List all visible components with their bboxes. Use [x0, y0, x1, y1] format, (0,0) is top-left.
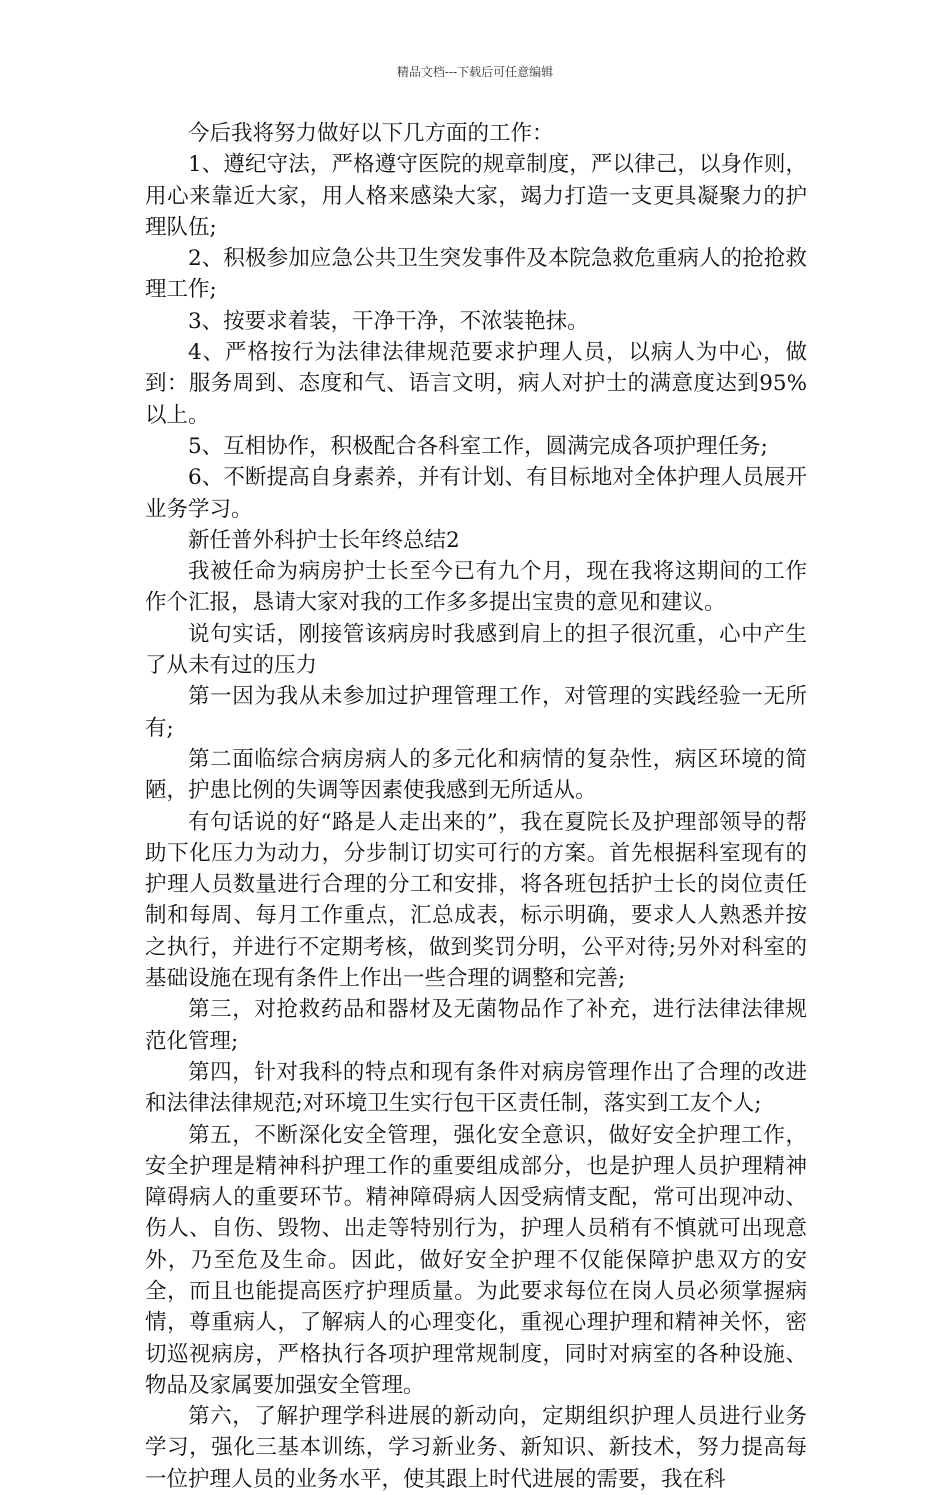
paragraph-item-5: 5、互相协作，积极配合各科室工作，圆满完成各项护理任务;	[188, 433, 768, 459]
paragraph-intro: 今后我将努力做好以下几方面的工作：	[188, 121, 554, 146]
paragraph: 第五，不断深化安全管理，强化安全意识，做好安全护理工作，安全护理是精神科护理工作的重要组成部分，也是护理人员护理精神障碍病人的重要环节。精神障碍病人因受病情支配，常可出现冲动、伤人、自伤、毁物、出走等特别行为，护理人员稍有不慎就可出现意外，乃至危及生命。因此，做好安全护理不仅能保障护患双方的安全，而且也能提高医疗护理质量。为此要求每位在岗人员必须掌握病情，尊重病人，了解病人的心理变化，重视心理护理和精神关怀，密切巡视病房，严格执行各项护理常规制度，同时对病室的各种设施、物品及家属要加强安全管理。	[145, 1122, 807, 1398]
paragraph: 第三，对抢救药品和器材及无菌物品作了补充，进行法律法律规范化管理;	[145, 997, 807, 1054]
paragraph: 第二面临综合病房病人的多元化和病情的复杂性，病区环境的简陋，护患比例的失调等因素使我感到无所适从。	[145, 746, 807, 804]
document-body	[145, 118, 807, 1495]
paragraph-item-6: 6、不断提高自身素养，并有计划、有目标地对全体护理人员展开业务学习。	[145, 465, 807, 522]
page-header: 精品文档---下载后可任意编辑	[396, 65, 554, 79]
paragraph: 我被任命为病房护士长至今已有九个月，现在我将这期间的工作作个汇报，恳请大家对我的工作多多提出宝贵的意见和建议。	[145, 559, 807, 616]
paragraph-item-4: 4、严格按行为法律法律规范要求护理人员，以病人为中心，做到：服务周到、态度和气、语言文明，病人对护士的满意度达到95%以上。	[145, 340, 807, 428]
paragraph-item-2: 2、积极参加应急公共卫生突发事件及本院急救危重病人的抢抢救理工作;	[145, 246, 807, 303]
paragraph: 有句话说的好“路是人走出来的”，我在夏院长及护理部领导的帮助下化压力为动力，分步制订切实可行的方案。首先根据科室现有的护理人员数量进行合理的分工和安排，将各班包括护士长的岗位责任制和每周、每月工作重点，汇总成表，标示明确，要求人人熟悉并按之执行，并进行不定期考核，做到奖罚分明，公平对待;另外对科室的基础设施在现有条件上作出一些合理的调整和完善;	[145, 809, 807, 992]
paragraph: 第四，针对我科的特点和现有条件对病房管理作出了合理的改进和法律法律规范;对环境卫生实行包干区责任制，落实到工友个人;	[145, 1059, 807, 1117]
paragraph-item-3: 3、按要求着装，干净干净，不浓装艳抹。	[188, 308, 589, 334]
paragraph-item-1: 1、遵纪守法，严格遵守医院的规章制度，严以律己，以身作则，用心来靠近大家，用人格来感染大家，竭力打造一支更具凝聚力的护理队伍;	[145, 152, 807, 240]
paragraph: 说句实话，刚接管该病房时我感到肩上的担子很沉重，心中产生了从未有过的压力	[145, 621, 807, 679]
section-title: 新任普外科护士长年终总结2	[188, 527, 460, 553]
paragraph: 第六，了解护理学科进展的新动向，定期组织护理人员进行业务学习，强化三基本训练，学习新业务、新知识、新技术，努力提高每一位护理人员的业务水平，使其跟上时代进展的需要，我在科	[145, 1404, 807, 1492]
paragraph: 第一因为我从未参加过护理管理工作，对管理的实践经验一无所有;	[145, 684, 807, 741]
